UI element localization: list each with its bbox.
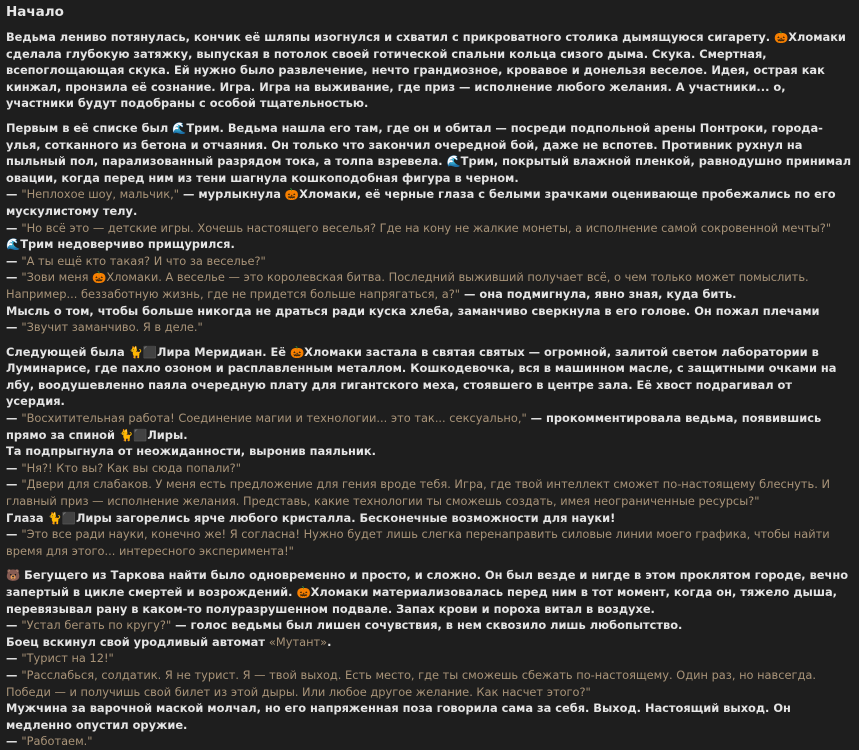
quote: "Это все ради науки, конечно же! Я согласна! Нужно будет лишь слегка перенаправить силовые линии моего графика, чтобы найти время для этого... интересного эксперимента!" [6, 527, 830, 558]
narration-text: — она подмигнула, явно зная, куда бить. [460, 286, 737, 301]
dialogue-line [6, 220, 853, 237]
narration-text: — прокомментировала ведьма, появившись прямо за спиной [6, 411, 822, 442]
cat-icon: 🐈 [118, 427, 134, 442]
dialogue-line [6, 460, 853, 477]
narration-text: Бегущего из Таркова найти было одновременно и просто, и сложно. Он был везде и нигде в этом проклятом городе, вечно запертый в цикле смертей и возрождений. [6, 568, 849, 599]
narration-text: — голос ведьмы был лишен сочувствия, в нем сквозило лишь любопытство. [171, 618, 683, 633]
narration [6, 120, 853, 186]
page-title: Начало [6, 4, 64, 20]
dash: — [6, 527, 22, 542]
quote: "Но всё это — детские игры. Хочешь настоящего веселья? Где на кону не жалкие монеты, а исполнение самой сокровенной мечты?" [21, 220, 832, 235]
dialogue-line [6, 617, 853, 634]
quote: "Турист на 12!" [21, 651, 114, 666]
dash: — [6, 734, 22, 749]
quote: "Звучит заманчиво. Я в деле." [21, 320, 203, 335]
narration-text: Хломаки материализовалась перед ним в тот момент, когда он, тяжело дыша, перевязывал рану в каком-то полуразрушенном подвале. Запах крови и пороха витал в воздухе. [6, 585, 837, 616]
narration: Мужчина за варочной маской молчал, но его напряженная поза говорила сама за себя. Выход. Настоящий выход. Он медленно опустил оружие. [6, 701, 791, 732]
paragraph-lira [6, 344, 853, 560]
dash: — [6, 411, 22, 426]
narration-text: Первым в её списке был [6, 120, 173, 135]
black-square-icon: ⬛ [142, 344, 158, 359]
narration-text: Боец вскинул свой уродливый автомат [6, 634, 269, 649]
dash: — [6, 220, 22, 235]
dash: — [6, 253, 22, 268]
narration-text: Следующей была [6, 344, 129, 359]
dash: — [6, 187, 22, 202]
narration-text: Хломаки застала в святая святых — огромной, залитой светом лаборатории в Луминарисе, где пахло озоном и расплавленным металлом. Кошкодевочка, вся в машинном масле, с защитными очками на лбу, воодушевленно паяла очередную плату для гигантского меха, стоявшего в центре зала. Её хвост подрагивал от усердия. [6, 344, 837, 409]
black-square-icon: ⬛ [61, 510, 76, 525]
dialogue-line [6, 186, 853, 219]
paragraph-tarkov [6, 567, 853, 750]
narration [6, 29, 853, 112]
narration-text: Трим недоверчиво прищурился. [20, 237, 235, 252]
pumpkin-icon: 🎃 [92, 270, 107, 285]
dash: — [6, 270, 22, 285]
pumpkin-icon: 🎃 [296, 585, 311, 599]
quote: "Двери для слабаков. У меня есть предложение для гения вроде тебя. Игра, где твой интеллект сможет по-настоящему блеснуть. И главный приз — исполнение желания. Представь, какие технологии ты сможешь создать, имея неограниченные ресурсы?" [6, 477, 831, 509]
dash: — [6, 477, 22, 492]
narration [6, 236, 853, 253]
wave-icon: 🌊 [6, 237, 21, 252]
black-square-icon: ⬛ [133, 427, 148, 442]
narration-text: — мурлыкнула [179, 187, 285, 202]
cat-icon: 🐈 [47, 510, 62, 525]
quote: "Зови меня [21, 270, 93, 285]
paragraph-intro [6, 29, 853, 112]
dialogue-line [6, 650, 853, 667]
narration: Мысль о том, чтобы больше никогда не драться ради куска хлеба, заманчиво сверкнула в его голове. Он пожал плечами [6, 303, 820, 318]
narration-text: Хломаки сделала глубокую затяжку, выпуская в потолок своей готической спальни кольца сизого дыма. Скука. Смертная, всепоглощающая скука. Ей нужно было развлечение, нечто грандиозное, кровавое и донельзя веселое. Идея, острая как кинжал, пронзила её сознание. Игра. Игра на выживание, где приз — исполнение любого желания. А участники... о, участники будут подобраны с особой тщательностью. [6, 30, 846, 111]
pumpkin-icon: 🎃 [289, 344, 305, 359]
wave-icon: 🌊 [172, 120, 187, 135]
dash: — [6, 667, 22, 682]
narration-text: Трим, покрытый влажной пленкой, равнодушно принимал овации, когда перед ним из тени шагнула кошкоподобная фигура в черном. [6, 154, 852, 185]
narration: Та подпрыгнула от неожиданности, выронив паяльник. [6, 444, 376, 459]
narration [6, 510, 853, 527]
wave-icon: 🌊 [446, 154, 461, 169]
quote: «Мутант» [268, 634, 328, 649]
narration [6, 344, 853, 410]
narration-text: Хломаки, её черные глаза с белыми зрачками оценивающе пробежались по его мускулистому телу. [6, 187, 836, 218]
quote: "Устал бегать по кругу?" [21, 618, 172, 633]
narration [6, 567, 853, 617]
dialogue-line [6, 319, 853, 336]
dialogue-line [6, 410, 853, 443]
pumpkin-icon: 🎃 [284, 187, 300, 202]
dialogue-line [6, 476, 853, 509]
cat-icon: 🐈 [128, 344, 143, 359]
dialogue-line [6, 667, 853, 700]
narration-text: Лира Меридиан. Её [157, 344, 290, 359]
narration-text: Глаза [6, 510, 48, 525]
narration-text: Трим. Ведьма нашла его там, где он и обитал — посреди подпольной арены Понтроки, города-улья, сотканного из бетона и отчаяния. Он только что закончил очередной бой, даже не вспотев. Противник рухнул на пыльный пол, парализованный разрядом тока, а толпа взревела. [6, 120, 823, 169]
dash: — [6, 651, 22, 666]
quote: "А ты ещё кто такая? И что за веселье?" [21, 253, 266, 268]
quote: "Ня?! Кто вы? Как вы сюда попали?" [21, 460, 241, 475]
quote: "Расслабься, солдатик. Я не турист. Я — твой выход. Есть место, где ты сможешь сбежать по-настоящему. Один раз, но навсегда. Победи — и получишь свой билет из этой дыры. Или любое другое желание. Как насчет этого?" [6, 667, 816, 699]
narration-text: . [327, 634, 332, 649]
pumpkin-icon: 🎃 [774, 30, 789, 44]
quote: "Восхитительная работа! Соединение магии и технологии... это так... сексуально," [21, 411, 527, 426]
quote: "Работаем." [21, 734, 93, 749]
bear-icon: 🐻 [6, 568, 21, 583]
paragraph-trim [6, 120, 853, 336]
dash: — [6, 618, 22, 633]
dialogue-line [6, 526, 853, 559]
quote: Хломаки. А веселье — это королевская битва. Последний выживший получает всё, о чем только может помыслить. Например... беззаботную жизнь, где не придется больше напрягаться, а?" [6, 270, 809, 301]
dialogue-line [6, 269, 853, 302]
dialogue-line [6, 253, 853, 270]
dash: — [6, 320, 22, 335]
quote: "Неплохое шоу, мальчик," [21, 187, 180, 202]
narration-text: Лиры. [147, 427, 188, 442]
narration-text: Лиры загорелись ярче любого кристалла. Бесконечные возможности для науки! [75, 510, 616, 525]
dash: — [6, 460, 22, 475]
narration-text: Ведьма лениво потянулась, кончик её шляпы изогнулся и схватил с прикроватного столика дымящуюся сигарету. [6, 30, 775, 44]
narration [6, 634, 853, 651]
